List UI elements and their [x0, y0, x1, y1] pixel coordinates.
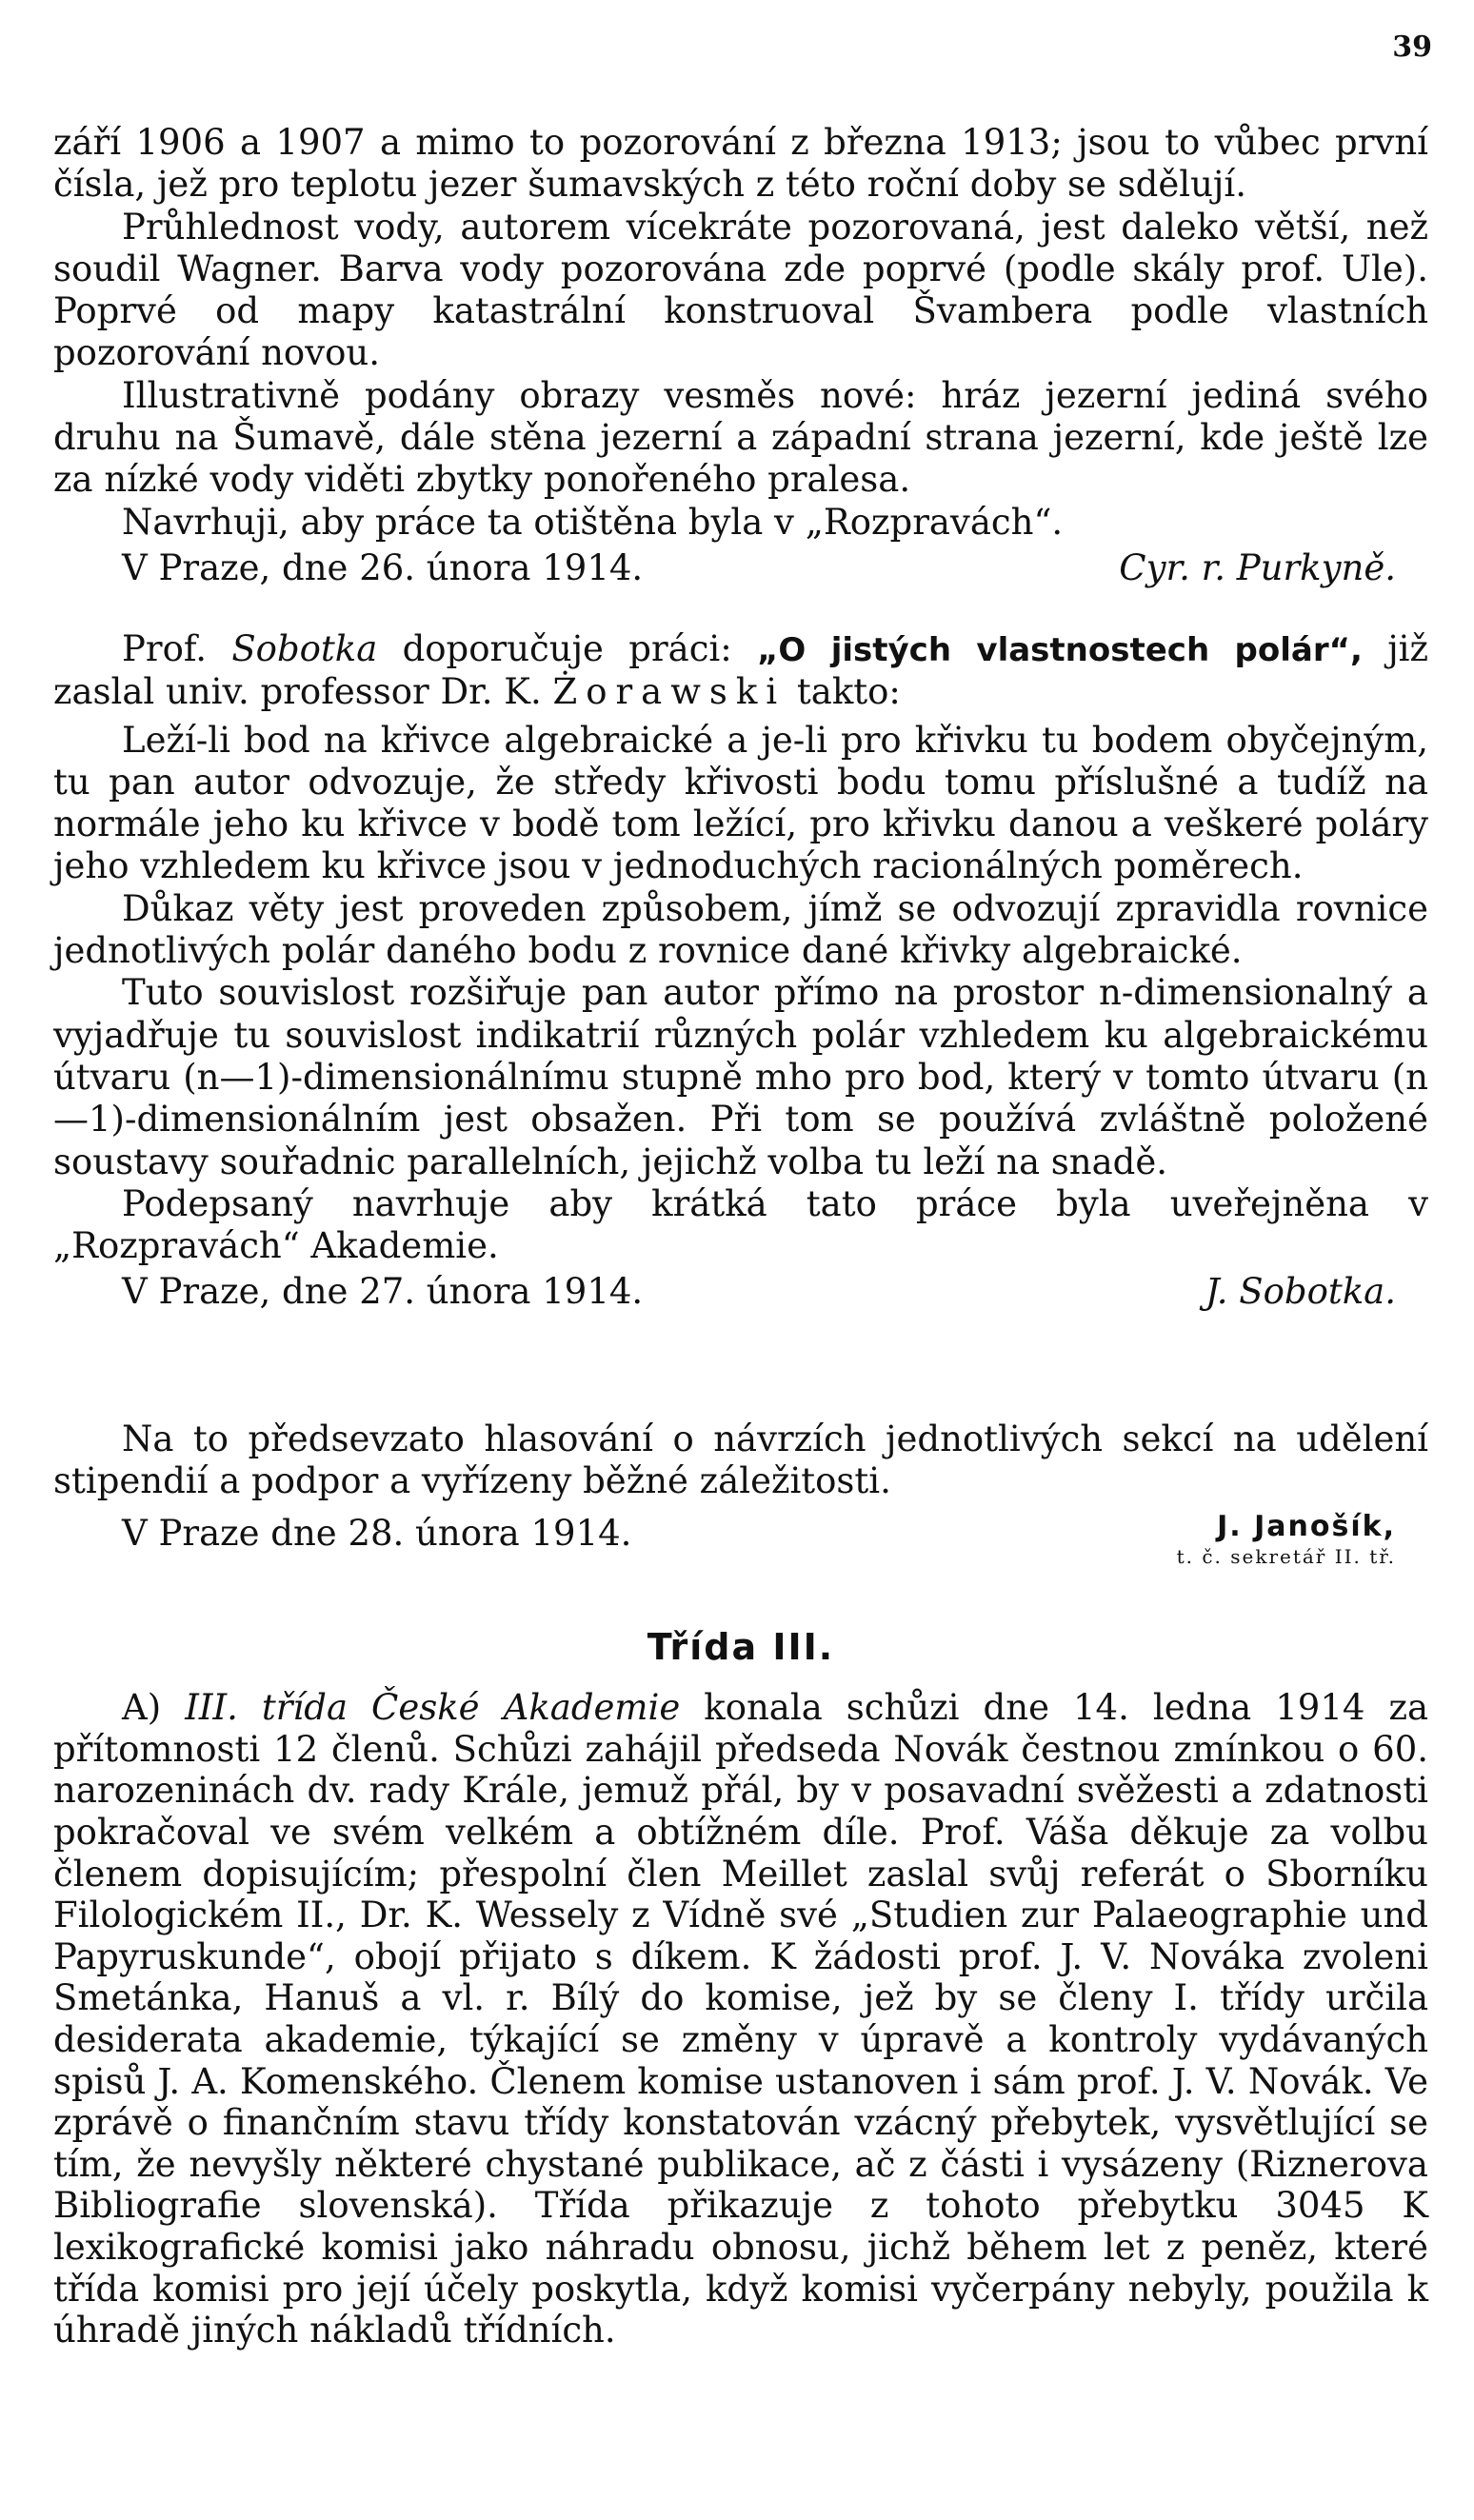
intro-suffix: takto:: [796, 671, 901, 713]
work-title: „O jistých vlastnostech polár“,: [757, 631, 1363, 669]
page-number: 39: [1392, 30, 1432, 64]
secretary-role: t. č. sekretář II. tř.: [1176, 1544, 1396, 1568]
report-block-3: [53, 1419, 1428, 1566]
paragraph: Důkaz věty jest proveden způsobem, jímž se odvozují zpravidla rovnice jednotlivých polár daného bodu z rovnice dané křivky algebraické.: [53, 887, 1428, 972]
intro-mid: doporučuje práci:: [402, 628, 732, 669]
section-paragraph: [53, 1687, 1428, 2351]
paragraph: Navrhuji, aby práce ta otištěna byla v „Rozpravách“.: [122, 501, 1064, 543]
signature-line: [53, 1271, 1428, 1313]
author-name: Żorawski: [552, 671, 787, 713]
signature-line: [53, 1509, 1428, 1568]
secretary-name: J. Janošík,: [1217, 1509, 1396, 1543]
recommendation-intro: [53, 628, 1428, 714]
signature-place-date: V Praze, dne 27. února 1914.: [122, 1271, 644, 1313]
signature-place-date: V Praze, dne 26. února 1914.: [122, 546, 644, 588]
paragraph: Leží-li bod na křivce algebraické a je-li pro křivku tu bodem obyčejným, tu pan autor odvozuje, že středy křivosti bodu tomu příslušné a tudíž na normále jeho ku křivce v bodě tom ležící, pro křivku danou a veškeré poláry jeho vzhledem ku křivce jsou v jednoduchých racionálných poměrech.: [53, 719, 1428, 887]
section-body: konala schůzi dne 14. ledna 1914 za přítomnosti 12 členů. Schůzi zahájil předseda Novák čestnou zmínkou o 60. narozeninách dv. rady Krále, jemuž přál, by v posavadní svěžesti a zdatnosti pokračoval ve svém velkém a obtížném díle. Prof. Váša děkuje za volbu členem dopisujícím; přespolní člen Meillet zaslal svůj referát o Sborníku Filologickém II., Dr. K. Wessely z Vídně své „Studien zur Palaeographie und Papyruskunde“, obojí přijato s díkem. K žádosti prof. J. V. Nováka zvoleni Smetánka, Hanuš a vl. r. Bílý do komise, jež by se členy I. třídy určila desiderata akademie, týkající se změny v úpravě a kontroly vydávaných spisů J. A. Komenského. Členem komise ustanoven i sám prof. J. V. Novák. Ve zprávě o finančním stavu třídy konstatován vzácný přebytek, vysvětlující se tím, že nevyšly některé chystané publikace, ač z části i vysázeny (Riznerova Bibliografie slovenská). Třída přikazuje z tohoto přebytku 3045 K lexikografické komisi jako náhradu obnosu, jichž během let z peněz, které třída komisi pro její účely poskytla, když komisi vyčerpány nebyly, použila k úhradě jiných nákladů třídních.: [53, 1687, 1429, 2351]
paragraph: Na to předsevzato hlasování o návrzích jednotlivých sekcí na udělení stipendií a podpor a vyřízeny běžné záležitosti.: [53, 1419, 1428, 1502]
paragraph: Illustrativně podány obrazy vesměs nové: hráz jezerní jediná svého druhu na Šumavě, dále stěna jezerní a západní strana jezerní, kde ještě lze za nízké vody viděti zbytky ponořeného pralesa.: [53, 374, 1428, 501]
paragraph: Průhlednost vody, autorem vícekráte pozorovaná, jest daleko větší, než soudil Wagner. Barva vody pozorována zde poprvé (podle skály prof. Ule). Poprvé od mapy katastrální konstruoval Švambera podle vlastních pozorování novou.: [53, 206, 1428, 374]
intro-prefix: Prof.: [122, 628, 207, 669]
secretary-signature: [1176, 1509, 1396, 1568]
section-lead-label: A): [122, 1687, 162, 1729]
report-block-2: [53, 628, 1428, 1314]
paragraph: září 1906 a 1907 a mimo to pozorování z března 1913; jsou to vůbec první čísla, jež pro teplotu jezer šumavských z této roční doby se sdělují.: [53, 122, 1428, 206]
signature-name: Cyr. r. Purkyně.: [1119, 546, 1396, 588]
intro-line2-prefix: již zaslal univ. professor Dr. K.: [53, 628, 1429, 713]
section-trida-iii: [53, 1626, 1428, 2351]
paragraph: Podepsaný navrhuje aby krátká tato práce byla uveřejněna v „Rozpravách“ Akademie.: [53, 1182, 1428, 1267]
paragraph: Tuto souvislost rozšiřuje pan autor přímo na prostor n-dimensionalný a vyjadřuje tu souvislost indikatrií různých polár vzhledem ku algebraickému útvaru (n—1)-dimensionálnímu stupně mho pro bod, který v tomto útvaru (n—1)-dimensionálním jest obsažen. Při tom se používá zvláštně položené soustavy souřadnic parallelních, jejichž volba tu leží na snadě.: [53, 972, 1428, 1182]
signature-line: [53, 547, 1428, 589]
section-lead-italic: III. třída České Akademie: [185, 1687, 681, 1729]
intro-name: Sobotka: [231, 628, 378, 669]
signature-place-date: V Praze dne 28. února 1914.: [122, 1512, 632, 1554]
section-title: Třída III.: [647, 1626, 835, 1668]
signature-name: J. Sobotka.: [1205, 1271, 1396, 1313]
report-block-1: [53, 122, 1428, 589]
